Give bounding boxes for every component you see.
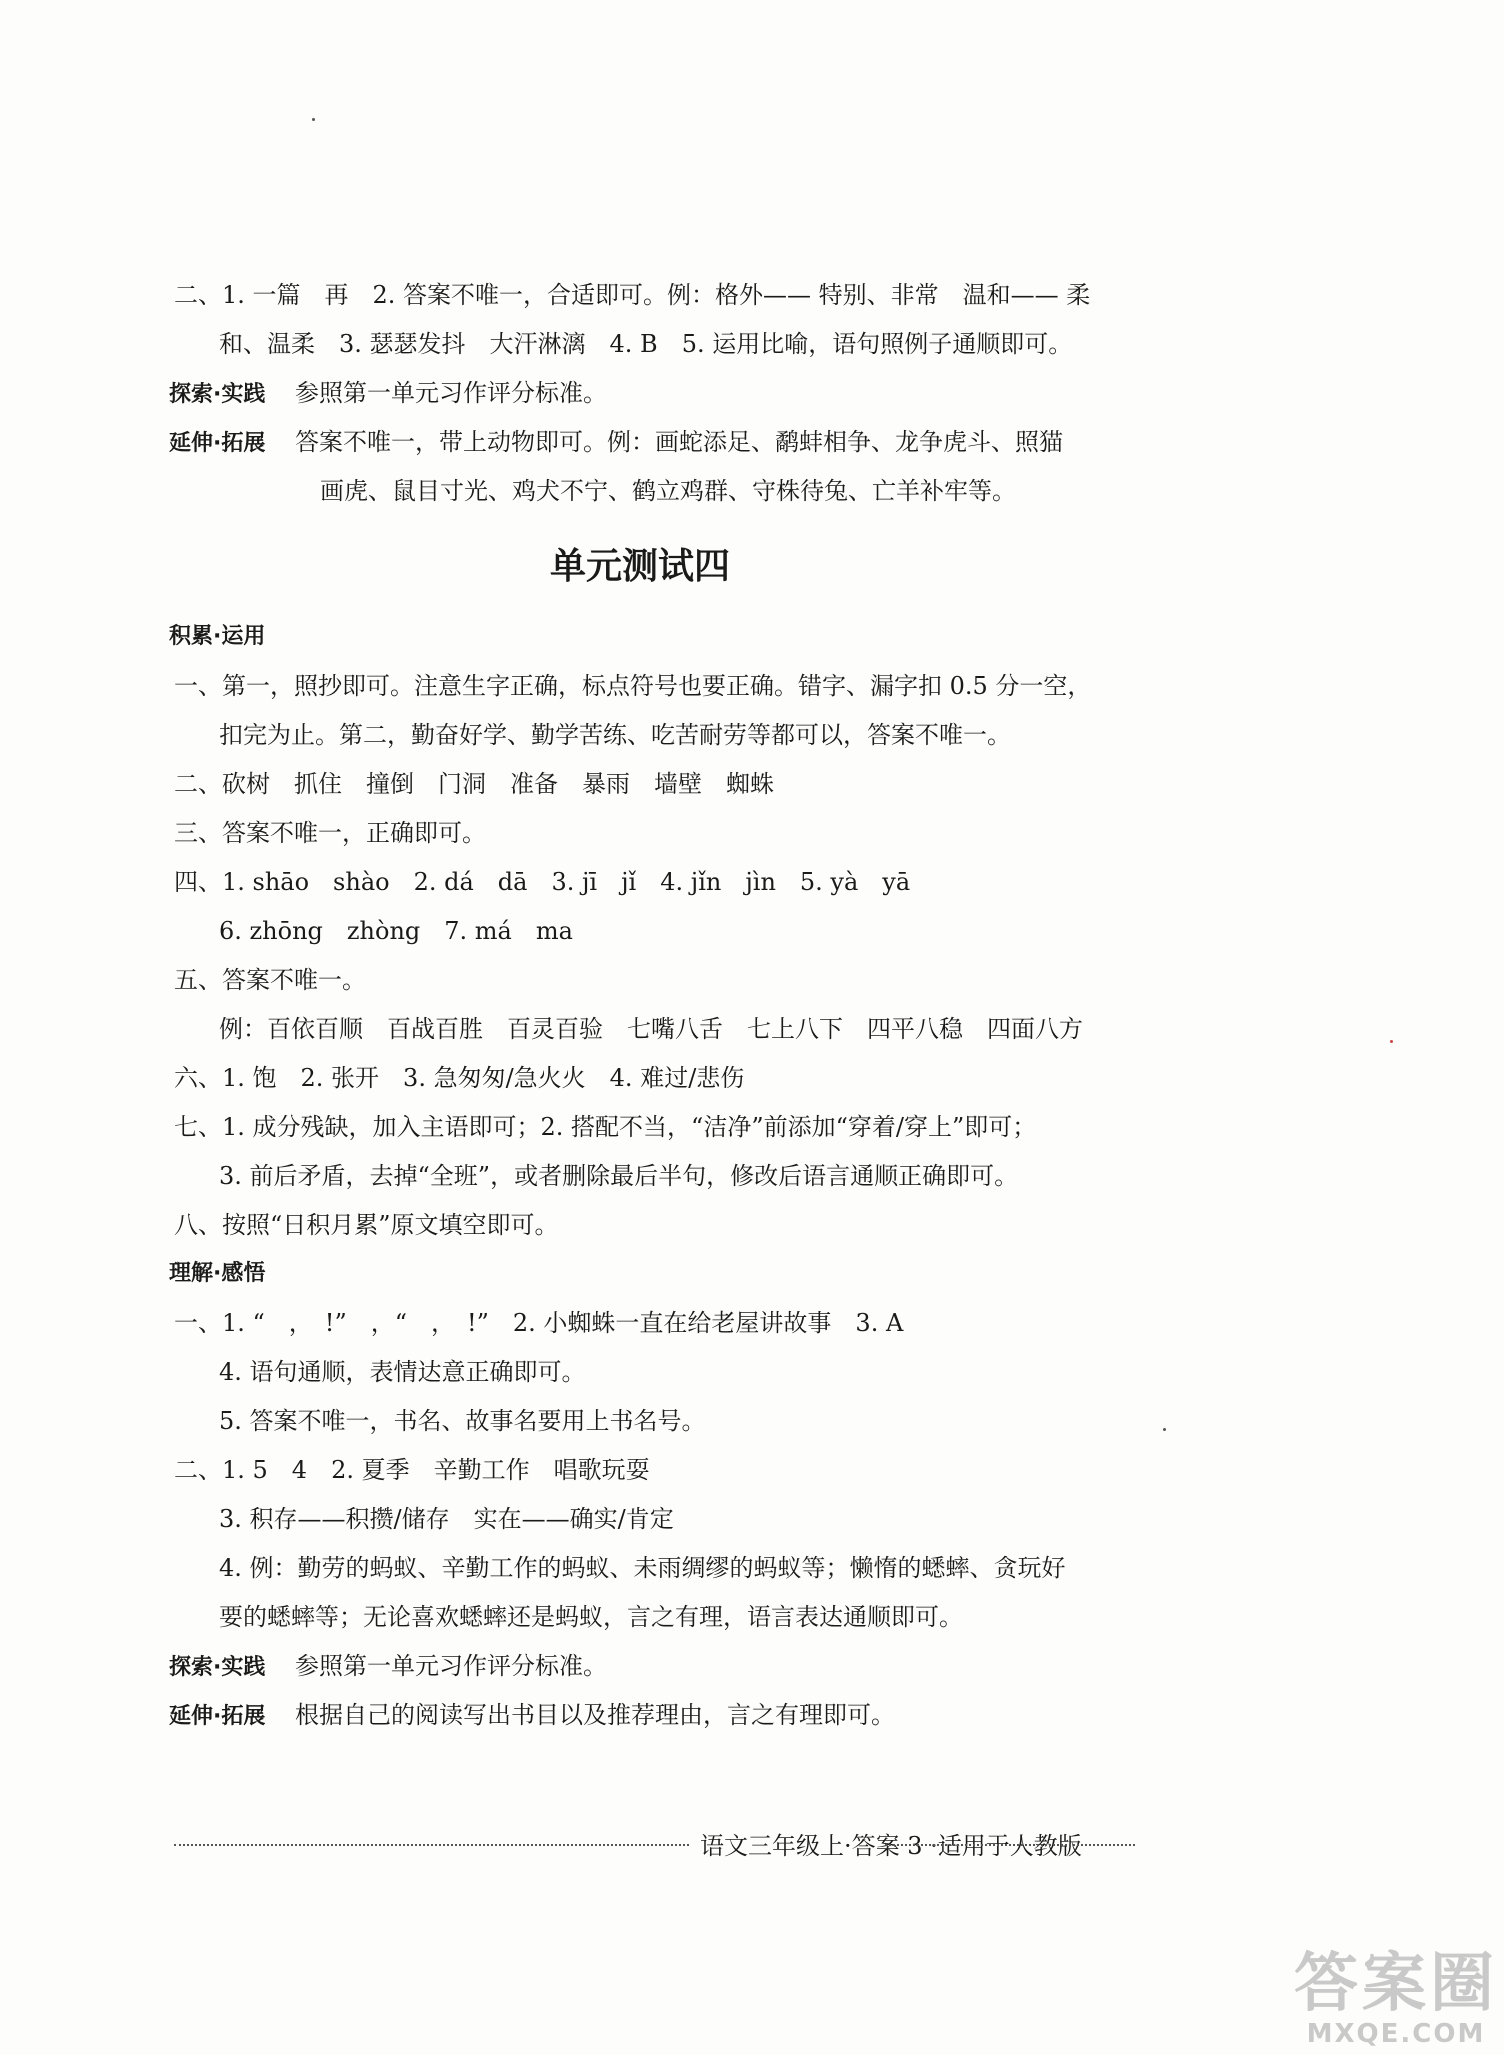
reading-2-line-2: 3. 积存——积攒/储存 实在——确实/肯定 <box>219 1505 674 1533</box>
prev-extend-label: 延伸·拓展 <box>169 431 266 456</box>
reading-1-line-1: 一、1. “ ， !” ，“ ， !” 2. 小蜘蛛一直在给老屋讲故事 3. A <box>174 1309 904 1337</box>
explore-row <box>169 1649 607 1685</box>
extend-row <box>169 1698 895 1734</box>
footer-text: 语文三年级上·答案 3 ·适用于人教版 <box>700 1832 1082 1860</box>
watermark-logo <box>1294 1949 1498 2049</box>
prev-answer-line-2: 和、温柔 3. 瑟瑟发抖 大汗淋漓 4. B 5. 运用比喻，语句照例子通顺即可。 <box>219 330 1073 358</box>
answer-3: 三、答案不唯一，正确即可。 <box>174 819 486 847</box>
section-label-understand: 理解·感悟 <box>169 1261 266 1286</box>
answer-1-line-2: 扣完为止。第二，勤奋好学、勤学苦练、吃苦耐劳等都可以，答案不唯一。 <box>219 721 1011 749</box>
extend-text: 根据自己的阅读写出书目以及推荐理由，言之有理即可。 <box>295 1701 895 1729</box>
answer-5-line-1: 五、答案不唯一。 <box>174 966 366 994</box>
answer-2: 二、砍树 抓住 撞倒 门洞 准备 暴雨 墙壁 蜘蛛 <box>174 770 774 798</box>
reading-1-line-3: 5. 答案不唯一，书名、故事名要用上书名号。 <box>219 1407 706 1435</box>
scan-speck <box>1390 1040 1393 1043</box>
answer-6: 六、1. 饱 2. 张开 3. 急匆匆/急火火 4. 难过/悲伤 <box>174 1064 745 1092</box>
answer-7-line-2: 3. 前后矛盾，去掉“全班”，或者删除最后半句，修改后语言通顺正确即可。 <box>219 1162 1019 1190</box>
reading-1-line-2: 4. 语句通顺，表情达意正确即可。 <box>219 1358 586 1386</box>
footer-dotted-left <box>174 1844 689 1846</box>
prev-extend-text-2: 画虎、鼠目寸光、鸡犬不宁、鹤立鸡群、守株待兔、亡羊补牢等。 <box>320 477 1016 505</box>
reading-2-line-1: 二、1. 5 4 2. 夏季 辛勤工作 唱歌玩耍 <box>174 1456 650 1484</box>
prev-answer-line-1: 二、1. 一篇 再 2. 答案不唯一，合适即可。例：格外—— 特别、非常 温和—— 柔 <box>174 281 1091 309</box>
footer-dotted-right <box>885 1844 1135 1846</box>
explore-text: 参照第一单元习作评分标准。 <box>295 1652 607 1680</box>
answer-1-line-1: 一、第一，照抄即可。注意生字正确，标点符号也要正确。错字、漏字扣 0.5 分一空， <box>174 672 1092 700</box>
reading-2-line-4: 要的蟋蟀等；无论喜欢蟋蟀还是蚂蚁，言之有理，语言表达通顺即可。 <box>219 1603 963 1631</box>
reading-2-line-3: 4. 例：勤劳的蚂蚁、辛勤工作的蚂蚁、未雨绸缪的蚂蚁等；懒惰的蟋蟀、贪玩好 <box>219 1554 1066 1582</box>
watermark-site-text: MXQE.COM <box>1306 2019 1486 2049</box>
answer-5-line-2: 例：百依百顺 百战百胜 百灵百验 七嘴八舌 七上八下 四平八稳 四面八方 <box>219 1015 1083 1043</box>
explore-label: 探索·实践 <box>169 1655 266 1680</box>
answer-4-line-2: 6. zhōng zhòng 7. má ma <box>219 917 573 945</box>
section-label-accumulate: 积累·运用 <box>169 624 266 649</box>
prev-extend-text-1: 答案不唯一，带上动物即可。例：画蛇添足、鹬蚌相争、龙争虎斗、照猫 <box>295 428 1063 456</box>
prev-extend-row <box>169 425 1063 461</box>
answer-8: 八、按照“日积月累”原文填空即可。 <box>174 1211 559 1239</box>
prev-explore-row <box>169 376 607 412</box>
watermark-big-text: 答案圈 <box>1294 1947 1498 2021</box>
scan-speck <box>312 118 315 121</box>
prev-explore-text: 参照第一单元习作评分标准。 <box>295 379 607 407</box>
scan-speck <box>1163 1428 1166 1431</box>
answer-7-line-1: 七、1. 成分残缺，加入主语即可；2. 搭配不当，“洁净”前添加“穿着/穿上”即可； <box>174 1113 1037 1141</box>
answer-4-line-1: 四、1. shāo shào 2. dá dā 3. jī jǐ 4. jǐn jìn 5. yà yā <box>174 868 911 896</box>
prev-explore-label: 探索·实践 <box>169 382 266 407</box>
extend-label: 延伸·拓展 <box>169 1704 266 1729</box>
page-title: 单元测试四 <box>549 546 730 587</box>
